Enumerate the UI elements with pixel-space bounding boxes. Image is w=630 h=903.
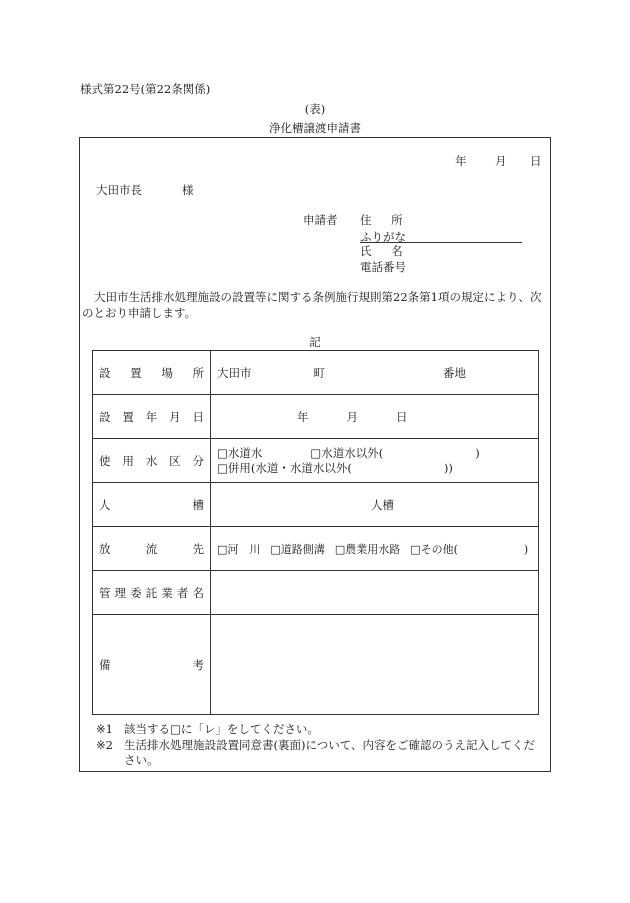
value-capacity[interactable] [211,483,539,527]
location-town: 町 [313,365,325,380]
label-char: 用 [122,453,134,468]
label-remarks [93,615,211,715]
label-char: 使 [99,453,111,468]
form-number: 様式第22号(第22条関係) [80,82,211,96]
capacity-label-right: 槽 [192,497,204,512]
label-char: 設 [99,365,111,380]
location-label-text [99,365,204,381]
label-char: 日 [192,409,204,424]
location-banchi: 番地 [443,365,466,380]
date-day: 日 [530,154,542,168]
label-char: 先 [192,541,204,556]
value-discharge[interactable] [211,527,539,571]
checkbox-river[interactable]: □河 川 [217,542,261,556]
label-location [93,351,211,395]
body-text: 大田市生活排水処理施設の設置等に関する条例施行規則第22条第1項の規定により、次のとおり申請します。 [82,290,542,320]
label-manager [93,571,211,615]
date-line[interactable] [455,153,542,169]
applicant-furigana-field[interactable] [360,229,522,243]
install-year: 年 [297,409,309,424]
label-water-type [93,439,211,483]
water-type-options [211,446,538,476]
phone-label: 電話番号 [360,260,406,274]
label-char: 置 [130,365,142,380]
label-char: 理 [114,585,127,600]
label-char: 者 [176,585,189,600]
label-char: 託 [145,585,158,600]
location-city: 大田市 [217,365,252,380]
note-1-text: 該当する□に「レ」をしてください。 [124,722,319,736]
label-char: 場 [161,365,173,380]
install-month: 月 [346,409,358,424]
applicant-phone-field[interactable] [360,259,406,275]
value-water-type[interactable] [211,439,539,483]
value-remarks[interactable] [211,615,539,715]
date-month: 月 [495,154,507,168]
row-capacity [93,483,539,527]
addressee-honorific: 様 [182,183,194,197]
address-label: 住 所 [360,213,411,227]
note-2-mark: ※2 [96,738,113,752]
value-location[interactable] [211,351,539,395]
label-char: 設 [99,409,111,424]
row-location [93,351,539,395]
label-char: 考 [192,657,204,672]
install-day: 日 [396,409,408,424]
ki-label: 記 [309,335,321,349]
label-install-date [93,395,211,439]
label-char: 流 [145,541,158,556]
checkbox-combined-water[interactable]: □併用(水道・水道水以外( )) [217,460,453,475]
label-capacity [93,483,211,527]
checkbox-tap-water[interactable]: □水道水 [217,445,263,460]
row-discharge [93,527,539,571]
note-1-mark: ※1 [96,722,113,736]
label-char: 放 [99,541,111,556]
discharge-options [211,541,538,557]
value-install-date[interactable] [211,395,539,439]
row-install-date [93,395,539,439]
row-remarks [93,615,539,715]
label-discharge [93,527,211,571]
discharge-label-text [99,541,204,557]
remarks-label-text [99,657,204,673]
addressee [96,182,194,198]
checkbox-road-ditch[interactable]: □道路側溝 [270,542,325,556]
install-date-value [211,409,538,425]
label-char: 分 [192,453,204,468]
date-year: 年 [455,154,467,168]
label-char: 所 [192,365,204,380]
capacity-label-text [99,497,204,513]
label-char: 委 [130,585,142,600]
note-2 [96,738,548,768]
applicant-label: 申請者 [303,213,338,227]
applicant-name-field[interactable] [360,243,411,259]
checkbox-other[interactable]: □その他( ) [410,542,529,556]
side-label: (表) [304,102,326,116]
label-char: 区 [169,453,181,468]
row-water-type [93,439,539,483]
label-char: 備 [99,657,111,672]
applicant-address-field[interactable] [360,212,411,228]
install-date-label-text [99,409,204,425]
label-char: 水 [145,453,158,468]
application-table [92,350,539,715]
furigana-label: ふりがな [360,230,406,244]
label-char: 名 [192,585,204,600]
water-type-label-text [99,453,204,469]
manager-label-text [99,585,204,601]
note-2-text: 生活排水処理施設設置同意書(裏面)について、内容をご確認のうえ記入してください。 [124,738,536,767]
document-title: 浄化槽譲渡申請書 [269,121,361,135]
label-char: 月 [169,409,181,424]
label-char: 管 [99,585,111,600]
checkbox-non-tap-water[interactable]: □水道水以外( ) [310,445,480,460]
row-manager [93,571,539,615]
label-char: 業 [161,585,173,600]
capacity-value: 人槽 [371,497,394,512]
name-label: 氏 名 [360,244,411,258]
label-char: 置 [122,409,134,424]
checkbox-agri-channel[interactable]: □農業用水路 [334,542,401,556]
addressee-name: 大田市長 [96,183,142,197]
label-char: 年 [145,409,158,424]
note-1 [96,722,544,737]
capacity-label-left: 人 [99,497,111,512]
water-type-line1 [217,446,538,461]
value-manager[interactable] [211,571,539,615]
location-value [211,365,538,381]
